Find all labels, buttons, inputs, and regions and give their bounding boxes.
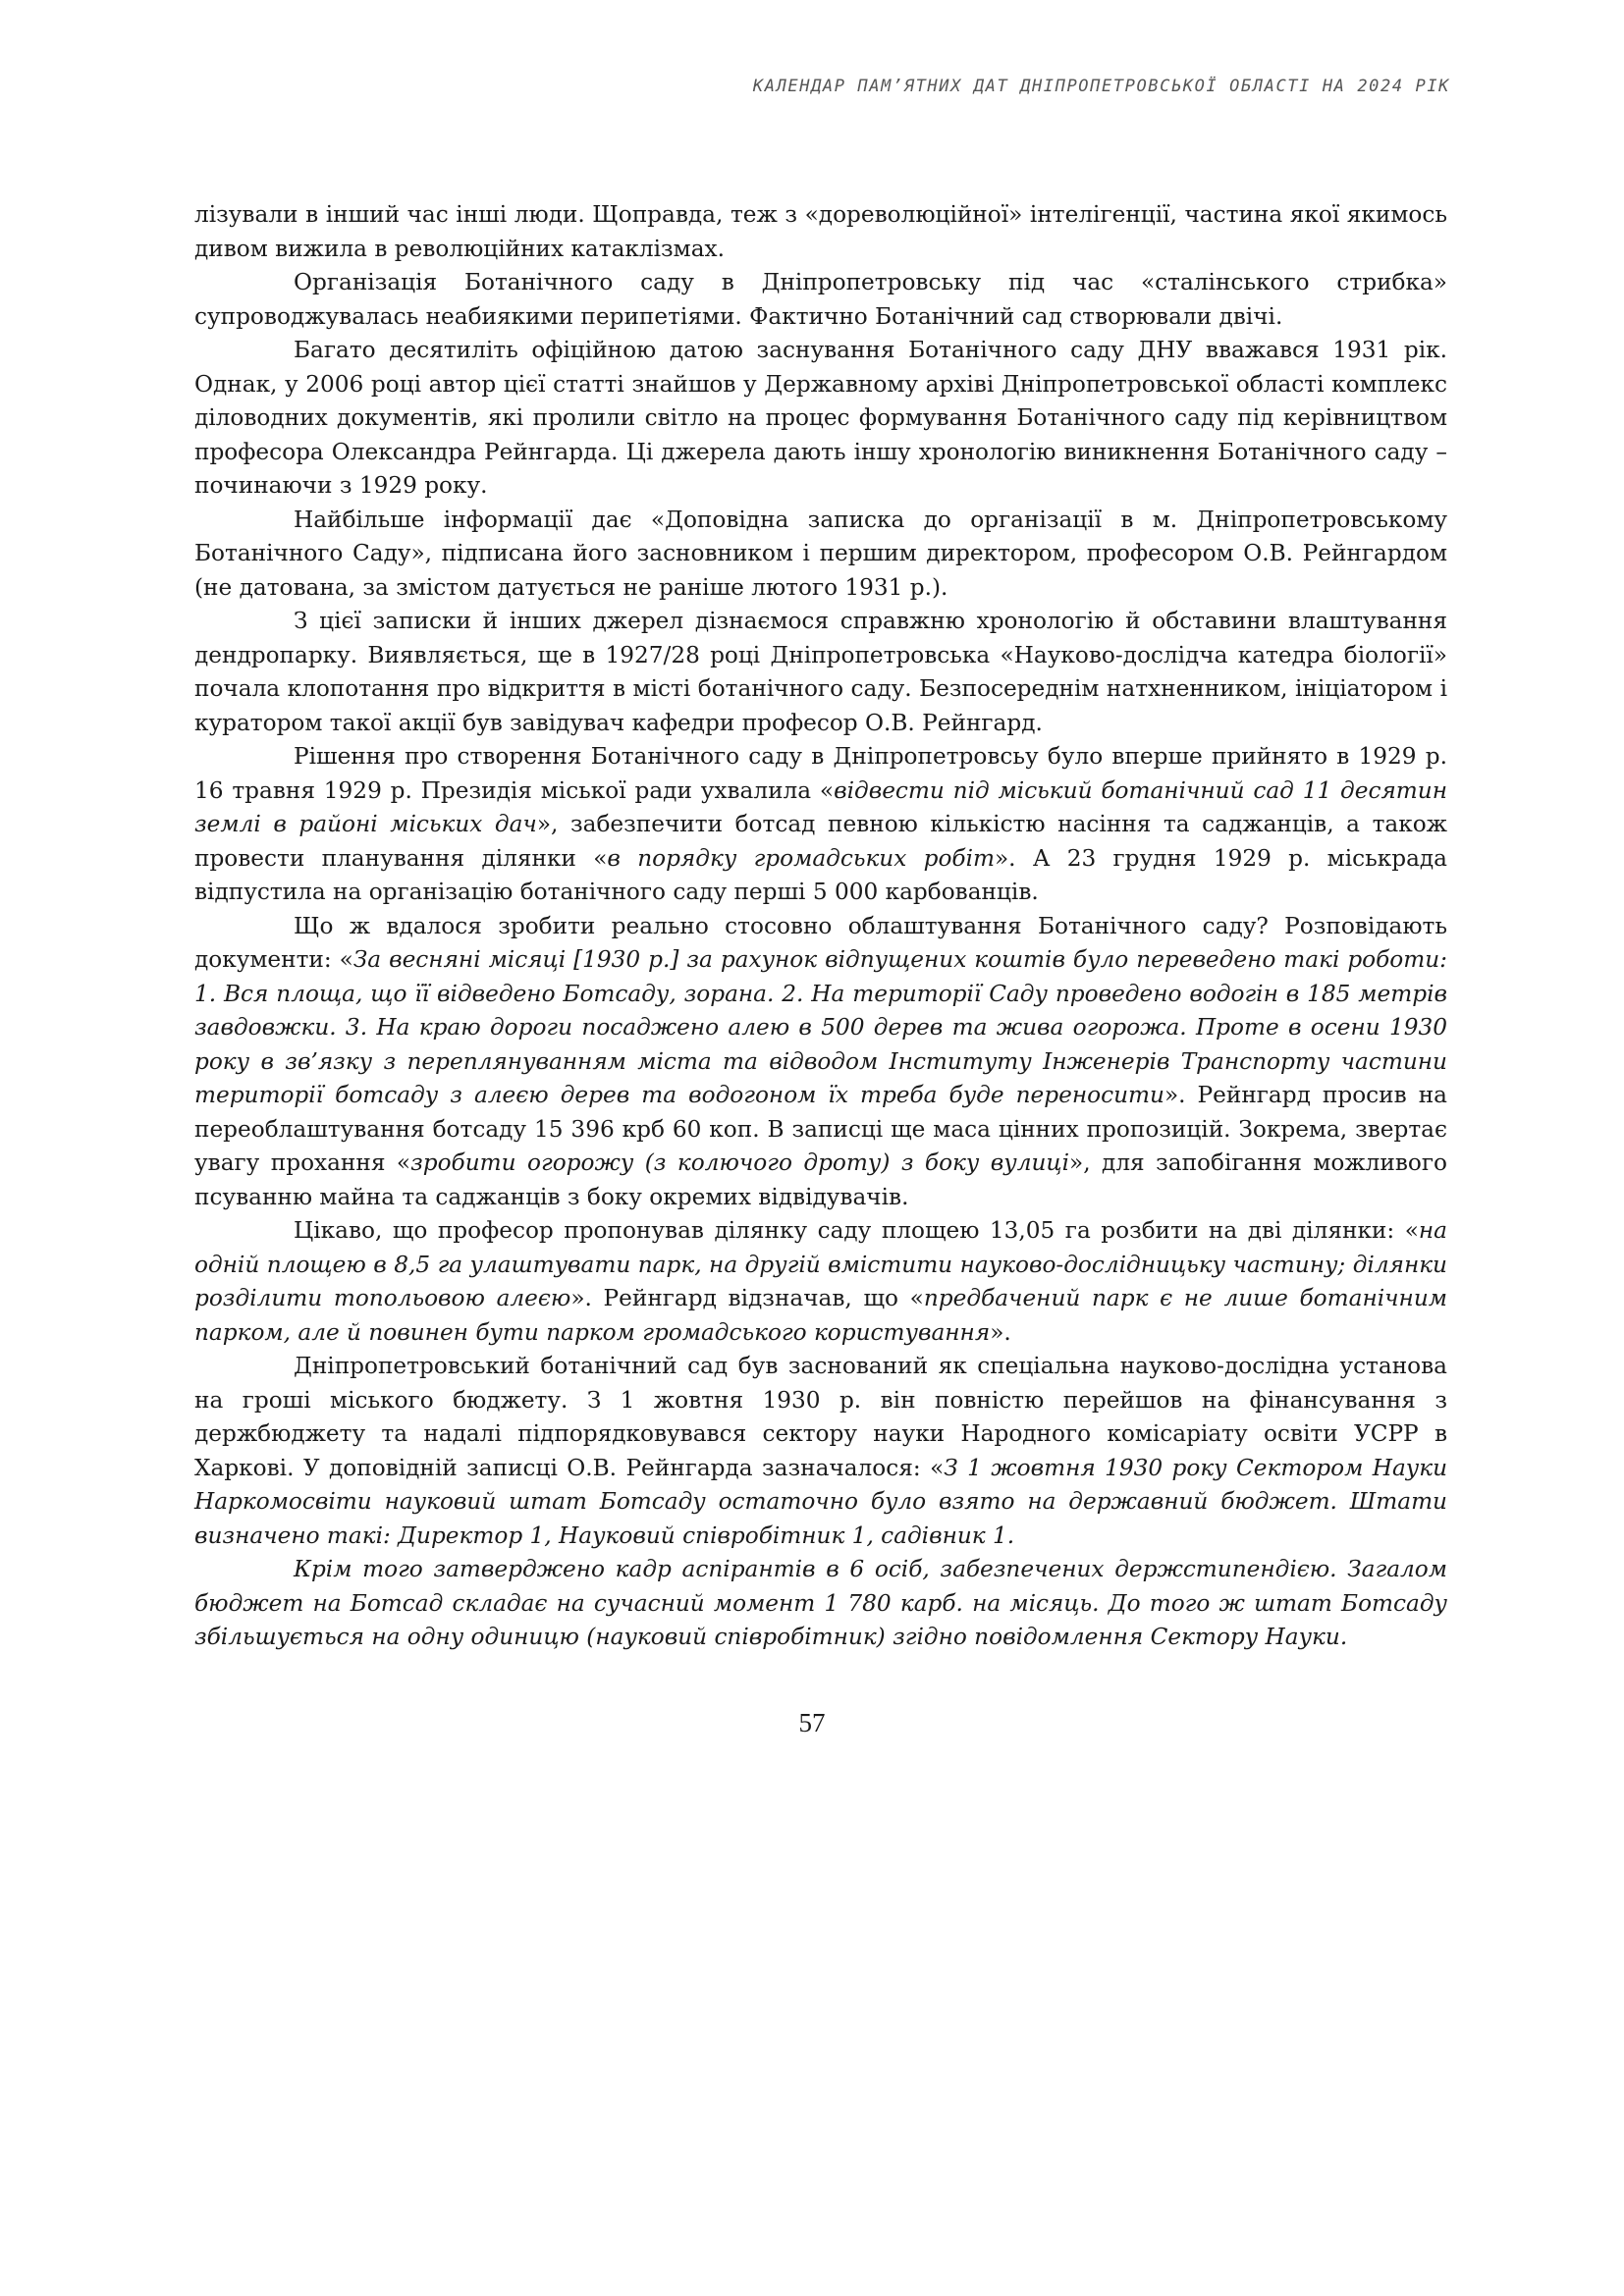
quoted-text: відвести під міський ботанічний сад 11 десятин землі в районі міських дач xyxy=(194,776,1447,837)
body-text: ». xyxy=(990,1318,1011,1346)
quoted-text: За весняні місяці [1930 р.] за рахунок відпущених коштів було переведено такі роботи: 1. Вся площа, що її відведено Ботсаду, зорана. 2. На території Саду проведено водогін в 185 метрів завдовжки. 3. На краю дороги посаджено алею в 500 дерев та жива огорожа. Проте в осени 1930 року в зв’язку з переплянуванням міста та відводом Інституту Інженерів Транспорту частини території ботсаду з алеєю дерев та водогоном їх треба буде переносити xyxy=(194,946,1447,1108)
body-text: Багато десятиліть офіційною датою заснування Ботанічного саду ДНУ вважався 1931 рік. Однак, у 2006 році автор цієї статті знайшов у Державному архіві Дніпропетровської області комплекс діловодних документів, які пролили світло на процес формування Ботанічного саду під керівництвом професора Олександра Рейнгарда. Ці джерела дають іншу хронологію виникнення Ботанічного саду – починаючи з 1929 року. xyxy=(194,337,1447,499)
body-text: Рішення про створення Ботанічного саду в Дніпропетровсьу було вперше прийнято в 1929 р. 16 травня 1929 р. Президія міської ради ухвалила « xyxy=(194,743,1447,804)
body-text: ». Рейнгард відзначав, що « xyxy=(570,1285,924,1311)
body-text: ». Рейнгард просив на переоблаштування ботсаду 15 396 крб 60 коп. В записці ще маса цінних пропозицій. Зокрема, звертає увагу прохання « xyxy=(194,1082,1448,1176)
body-text: ». А 23 грудня 1929 р. міськрада відпустила на організацію ботанічного саду перші 5 000 карбованців. xyxy=(194,844,1447,905)
body-paragraph xyxy=(194,740,1447,910)
body-paragraph xyxy=(194,334,1447,504)
body-text: », для запобігання можливого псуванню майна та саджанців з боку окремих відвідувачів. xyxy=(194,1149,1447,1210)
quoted-text: зробити огорожу (з колючого дроту) з боку вулиці xyxy=(410,1149,1070,1176)
body-text: Дніпропетровський ботанічний сад був заснований як спеціальна науково-дослідна установа на гроші міського бюджету. З 1 жовтня 1930 р. він повністю перейшов на фінансування з держбюджету та надалі підпорядковувався сектору науки Народного комісаріату освіти УСРР в Харкові. У доповідній записці О.В. Рейнгарда зазначалося: « xyxy=(194,1353,1447,1481)
body-text: Цікаво, що професор пропонував ділянку саду площею 13,05 га розбити на дві ділянки: « xyxy=(294,1217,1419,1244)
body-paragraph xyxy=(194,1553,1447,1655)
body-text: Найбільше інформації дає «Доповідна записка до організації в м. Дніпропетровському Ботанічного Саду», підписана його засновником і першим директором, професором О.В. Рейнгардом (не датована, за змістом датується не раніше лютого 1931 р.). xyxy=(194,506,1447,601)
article-body xyxy=(194,198,1447,1655)
quoted-text: Крім того затверджено кадр аспірантів в 6 осіб, забезпечених держстипендією. Загалом бюджет на Ботсад складає на сучасний момент 1 780 карб. на місяць. До того ж штат Ботсаду збільшується на одну одиницю (науковий співробітник) згідно повідомлення Сектору Науки. xyxy=(194,1556,1447,1650)
body-paragraph xyxy=(194,504,1447,606)
running-header: КАЛЕНДАР ПАМ’ЯТНИХ ДАТ ДНІПРОПЕТРОВСЬКОЇ ОБЛАСТІ НА 2024 РІК xyxy=(752,77,1450,96)
body-text: », забезпечити ботсад певною кількістю насіння та саджанців, а також провести планування ділянки « xyxy=(194,811,1447,872)
body-paragraph xyxy=(194,198,1447,266)
quoted-text: З 1 жовтня 1930 року Сектором Науки Наркомосвіти науковий штат Ботсаду остаточно було взято на державний бюджет. Штати визначено такі: Директор 1, Науковий співробітник 1, садівник 1. xyxy=(194,1454,1448,1549)
body-text: Що ж вдалося зробити реально стосовно облаштування Ботанічного саду? Розповідають документи: « xyxy=(194,912,1447,973)
body-paragraph xyxy=(194,1350,1447,1553)
quoted-text: на одній площею в 8,5 га улаштувати парк, на другій вмістити науково-дослідницьку частину; ділянки розділити топольовою алеєю xyxy=(194,1217,1447,1311)
body-paragraph xyxy=(194,910,1447,1215)
quoted-text: в порядку громадських робіт xyxy=(607,844,995,872)
body-text: лізували в інший час інші люди. Щоправда, теж з «дореволюційної» інтелігенції, частина якої якимось дивом вижила в революційних катаклізмах. xyxy=(194,201,1447,262)
body-text: З цієї записки й інших джерел дізнаємося справжню хронологію й обставини влаштування дендропарку. Виявляється, ще в 1927/28 році Дніпропетровська «Науково-дослідча катедра біології» почала клопотання про відкриття в місті ботанічного саду. Безпосереднім натхненником, ініціатором і куратором такої акції був завідувач кафедри професор О.В. Рейнгард. xyxy=(194,608,1447,736)
body-paragraph xyxy=(194,1214,1447,1350)
quoted-text: предбачений парк є не лише ботанічним парком, але й повинен бути парком громадського користування xyxy=(194,1285,1447,1346)
page-number: 57 xyxy=(798,1708,826,1737)
body-text: Організація Ботанічного саду в Дніпропетровську під час «сталінського стрибка» супроводжувалась неабиякими перипетіями. Фактично Ботанічний сад створювали двічі. xyxy=(194,269,1447,330)
body-paragraph xyxy=(194,266,1447,334)
body-paragraph xyxy=(194,605,1447,740)
